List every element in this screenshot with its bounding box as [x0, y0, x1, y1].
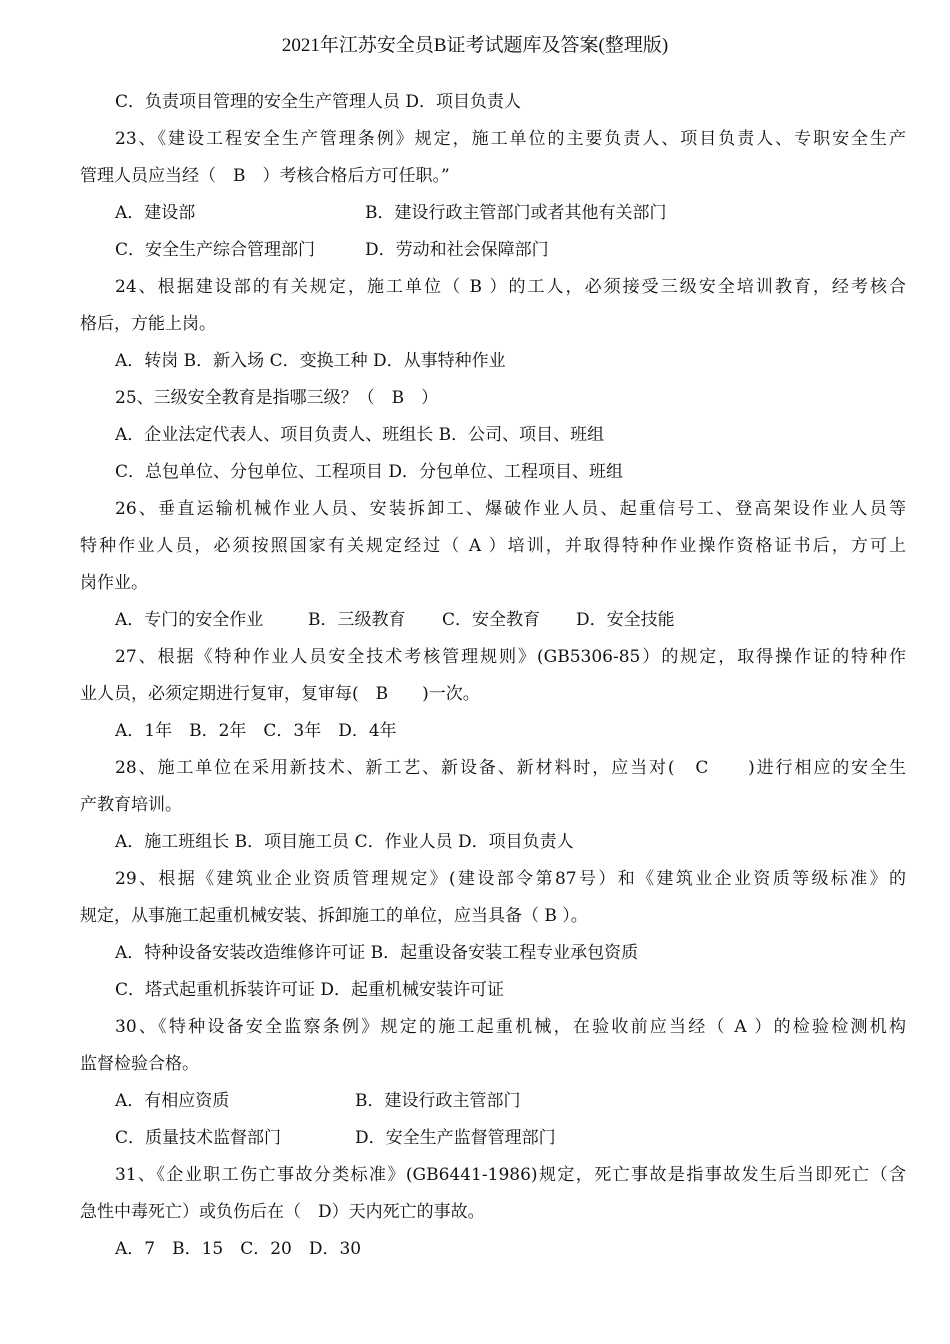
- question-29-text: 29、根据《建筑业企业资质管理规定》(建设部令第87号）和《建筑业企业资质等级标准》的: [115, 869, 906, 889]
- question-29-options-ab: A．特种设备安装改造维修许可证 B．起重设备安装工程专业承包资质: [115, 943, 639, 963]
- question-29-text-cont: 规定，从事施工起重机械安装、拆卸施工的单位，应当具备（ B ）。: [80, 906, 588, 926]
- option-a: A．有相应资质: [115, 1091, 230, 1111]
- page-title: 2021年江苏安全员B证考试题库及答案(整理版): [281, 35, 669, 56]
- question-23-text: 23、《建设工程安全生产管理条例》规定，施工单位的主要负责人、项目负责人、专职安全生产: [115, 129, 906, 149]
- question-31-text: 31、《企业职工伤亡事故分类标准》(GB6441-1986)规定，死亡事故是指事故发生后当即死亡（含: [115, 1165, 906, 1185]
- option-d: D．安全生产监督管理部门: [355, 1128, 556, 1148]
- option-b: B．建设行政主管部门: [355, 1091, 521, 1111]
- question-26-text-end: 岗作业。: [80, 573, 148, 593]
- question-26-text-cont: 特种作业人员，必须按照国家有关规定经过（ A ）培训，并取得特种作业操作资格证书后，方可上: [80, 536, 906, 556]
- option-d: D．劳动和社会保障部门: [365, 240, 549, 260]
- option-b: B．三级教育: [308, 610, 406, 630]
- option-d: D．安全技能: [576, 610, 675, 630]
- question-28-text-cont: 产教育培训。: [80, 795, 182, 815]
- question-26-text: 26、垂直运输机械作业人员、安装拆卸工、爆破作业人员、起重信号工、登高架设作业人员等: [115, 499, 906, 519]
- question-30-text-cont: 监督检验合格。: [80, 1054, 199, 1074]
- option-a: A．建设部: [115, 203, 196, 223]
- question-28-options: A．施工班组长 B．项目施工员 C．作业人员 D．项目负责人: [115, 832, 574, 852]
- option-b: B．建设行政主管部门或者其他有关部门: [365, 203, 667, 223]
- option-c: C．安全生产综合管理部门: [115, 240, 316, 260]
- document-body: [80, 84, 906, 1268]
- question-27-text: 27、根据《特种作业人员安全技术考核管理规则》(GB5306-85）的规定，取得操作证的特种作: [115, 647, 906, 667]
- question-27-options: A．1年 B．2年 C．3年 D．4年: [115, 721, 397, 741]
- question-23-options-cd: [80, 232, 906, 269]
- question-24-options: A．转岗 B．新入场 C．变换工种 D．从事特种作业: [115, 351, 506, 371]
- question-24-text: 24、根据建设部的有关规定，施工单位（ B ）的工人，必须接受三级安全培训教育，经考核合: [115, 277, 906, 297]
- question-23-options-ab: [80, 195, 906, 232]
- question-25-options-ab: A．企业法定代表人、项目负责人、班组长 B．公司、项目、班组: [115, 425, 605, 445]
- question-28-text: 28、施工单位在采用新技术、新工艺、新设备、新材料时，应当对( C )进行相应的安全生: [115, 758, 906, 778]
- question-23-text-cont: 管理人员应当经（ B ）考核合格后方可任职。”: [80, 166, 450, 186]
- question-30-text: 30、《特种设备安全监察条例》规定的施工起重机械，在验收前应当经（ A ）的检验检测机构: [115, 1017, 906, 1037]
- option-c: C．质量技术监督部门: [115, 1128, 282, 1148]
- question-31-text-cont: 急性中毒死亡）或负伤后在（ D）天内死亡的事故。: [80, 1202, 485, 1222]
- question-29-options-cd: C．塔式起重机拆装许可证 D．起重机械安装许可证: [115, 980, 505, 1000]
- question-30-options-cd: [80, 1120, 906, 1157]
- question-30-options-ab: [80, 1083, 906, 1120]
- question-27-text-cont: 业人员，必须定期进行复审，复审每( B )一次。: [80, 684, 480, 704]
- question-24-text-cont: 格后，方能上岗。: [80, 314, 216, 334]
- question-25-text: 25、三级安全教育是指哪三级？（ B ）: [115, 388, 439, 408]
- question-26-options: [80, 602, 906, 639]
- question-31-options: A．7 B．15 C．20 D．30: [115, 1239, 362, 1259]
- option-line: C．负责项目管理的安全生产管理人员 D．项目负责人: [115, 92, 522, 112]
- question-25-options-cd: C．总包单位、分包单位、工程项目 D．分包单位、工程项目、班组: [115, 462, 624, 482]
- option-a: A．专门的安全作业: [115, 610, 264, 630]
- option-c: C．安全教育: [442, 610, 541, 630]
